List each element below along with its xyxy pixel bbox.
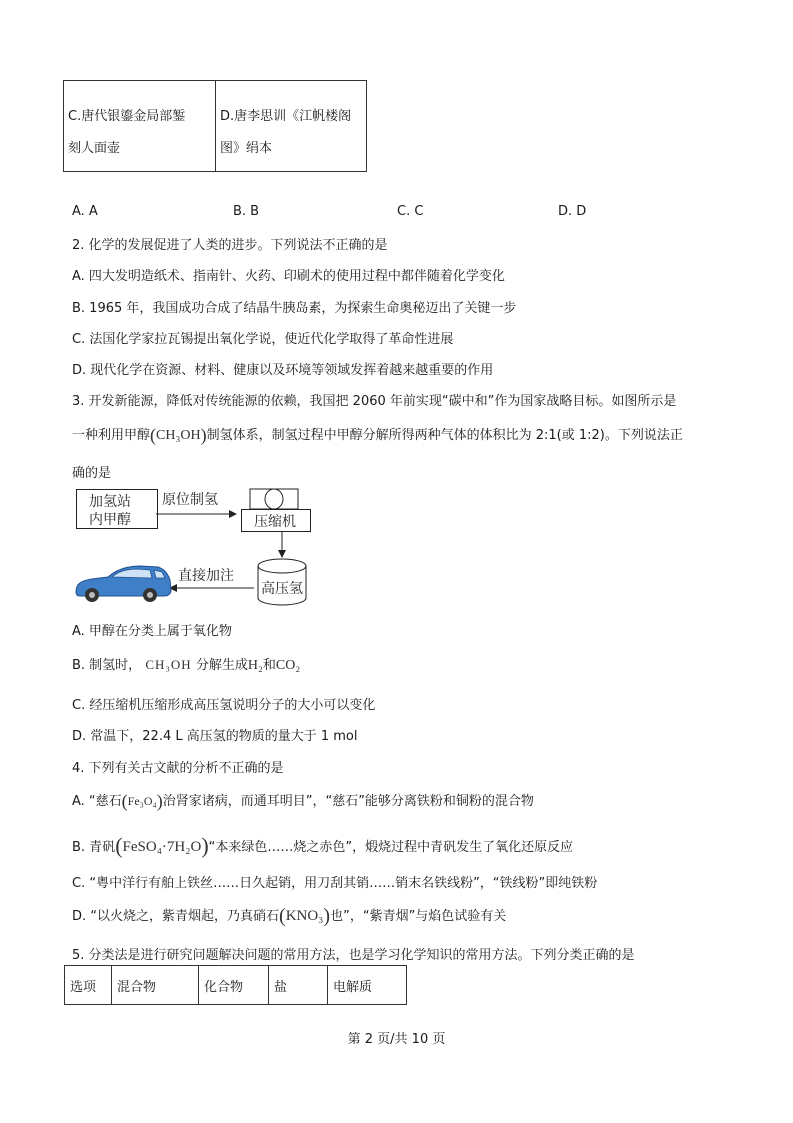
q3-stem-text: 一种利用甲醇 <box>72 428 151 443</box>
header-mixture: 混合物 <box>112 966 199 1005</box>
q3-b-mid: 分解生成 <box>195 658 248 673</box>
q4-d-text: D. “以火烧之，紫青烟起，乃真硝石 <box>72 909 280 924</box>
cell-d-line2: 图》绢本 <box>220 141 273 156</box>
q2-option-c: C. 法国化学家拉瓦锡提出氧化学说，使近代化学取得了革命性进展 <box>72 332 454 347</box>
q1-option-d: D. D <box>558 204 587 219</box>
compressor-box <box>241 509 311 532</box>
q4-a-text: A. “慈石 <box>72 794 122 809</box>
q3-b-formula-2: H₂ <box>247 658 263 673</box>
methanol-formula: CH₃OH <box>156 428 201 443</box>
q3-option-d: D. 常温下，22.4 L 高压氢的物质的量大于 1 mol <box>72 729 358 744</box>
q3-b-formula-1: CH₃OH <box>145 657 192 672</box>
q5-stem: 5. 分类法是进行研究问题解决问题的常用方法，也是学习化学知识的常用方法。下列分类正确的是 <box>72 948 635 963</box>
q3-stem-text2: 制氢体系，制氢过程中甲醇分解所得两种气体的体积比为 2:1(或 1:2)。下列说法正 <box>206 428 683 443</box>
q3-stem-line2: 一种利用甲醇(CH₃OH)制氢体系，制氢过程中甲醇分解所得两种气体的体积比为 2:1(或 1:2)。下列说法正 <box>72 425 683 445</box>
q3-option-c: C. 经压缩机压缩形成高压氢说明分子的大小可以变化 <box>72 698 376 713</box>
q2-stem: 2. 化学的发展促进了人类的进步。下列说法不正确的是 <box>72 238 388 253</box>
cell-c-line1: C.唐代银鎏金局部錾 <box>68 109 186 124</box>
q4-option-b: B. 青矾(FeSO₄·7H₂O)“本来绿色……烧之赤色”，煅烧过程中青矾发生了氧化还原反应 <box>72 833 574 858</box>
q4-a-text2: 治肾家诸病，而通耳明目”，“慈石”能够分离铁粉和铜粉的混合物 <box>162 794 534 809</box>
q4-b-text: B. 青矾 <box>72 840 116 855</box>
header-compound: 化合物 <box>199 966 269 1005</box>
header-option: 选项 <box>65 966 112 1005</box>
q4-option-a: A. “慈石(Fe₃O₄)治肾家诸病，而通耳明目”，“慈石”能够分离铁粉和铜粉的混合物 <box>72 791 534 811</box>
cell-c-line2: 刻人面壶 <box>68 141 121 156</box>
q3-stem-line3: 确的是 <box>72 466 112 481</box>
q4-b-text2: “本来绿色……烧之赤色”，煅烧过程中青矾发生了氧化还原反应 <box>208 840 574 855</box>
q4-d-text2: 也”，“紫青烟”与焰色试验有关 <box>330 909 507 924</box>
q3-option-b <box>72 654 300 674</box>
q1-option-c: C. C <box>397 204 424 219</box>
q4-b-formula: FeSO₄·7H₂O <box>122 839 202 855</box>
header-salt: 盐 <box>269 966 328 1005</box>
car-icon <box>76 566 171 602</box>
q5-classification-table <box>64 965 407 1005</box>
q4-option-c: C. “粤中洋行有舶上铁丝……日久起销，用刀刮其销……销末名铁线粉”，“铁线粉”即纯铁粉 <box>72 876 598 891</box>
station-label-2: 内甲醇 <box>89 512 131 528</box>
q3-b-formula-3: CO₂ <box>275 658 301 673</box>
q2-option-d: D. 现代化学在资源、材料、健康以及环境等领域发挥着越来越重要的作用 <box>72 363 494 378</box>
cell-d-line1: D.唐李思训《江帆楼阁 <box>220 109 352 124</box>
q1-option-a: A. A <box>72 204 98 219</box>
station-label-1: 加氢站 <box>89 494 131 510</box>
table-header-row <box>65 966 407 1005</box>
compressor-label: 压缩机 <box>254 514 296 530</box>
page-footer: 第 2 页/共 10 页 <box>347 1032 446 1047</box>
header-electrolyte: 电解质 <box>328 966 407 1005</box>
q4-stem: 4. 下列有关古文献的分析不正确的是 <box>72 761 284 776</box>
arrow-label-in-situ: 原位制氢 <box>162 492 218 508</box>
q3-b-text: B. 制氢时， <box>72 658 142 673</box>
q3-stem-line1: 3. 开发新能源，降低对传统能源的依赖，我国把 2060 年前实现“碳中和”作为国家战略目标。如图所示是 <box>72 394 677 409</box>
arrow-label-direct-fill: 直接加注 <box>178 568 234 584</box>
q4-option-d: D. “以火烧之，紫青烟起，乃真硝石(KNO₃)也”，“紫青烟”与焰色试验有关 <box>72 905 507 927</box>
q2-option-b: B. 1965 年，我国成功合成了结晶牛胰岛素，为探索生命奥秘迈出了关键一步 <box>72 301 517 316</box>
q4-a-formula: Fe₃O₄ <box>127 794 157 808</box>
q3-option-a: A. 甲醇在分类上属于氧化物 <box>72 624 232 639</box>
tank-label: 高压氢 <box>261 581 303 597</box>
q3-b-and: 和 <box>262 658 276 673</box>
q4-d-formula: KNO₃ <box>285 908 324 924</box>
q1-option-b: B. B <box>233 204 260 219</box>
q2-option-a: A. 四大发明造纸术、指南针、火药、印刷术的使用过程中都伴随着化学变化 <box>72 269 505 284</box>
